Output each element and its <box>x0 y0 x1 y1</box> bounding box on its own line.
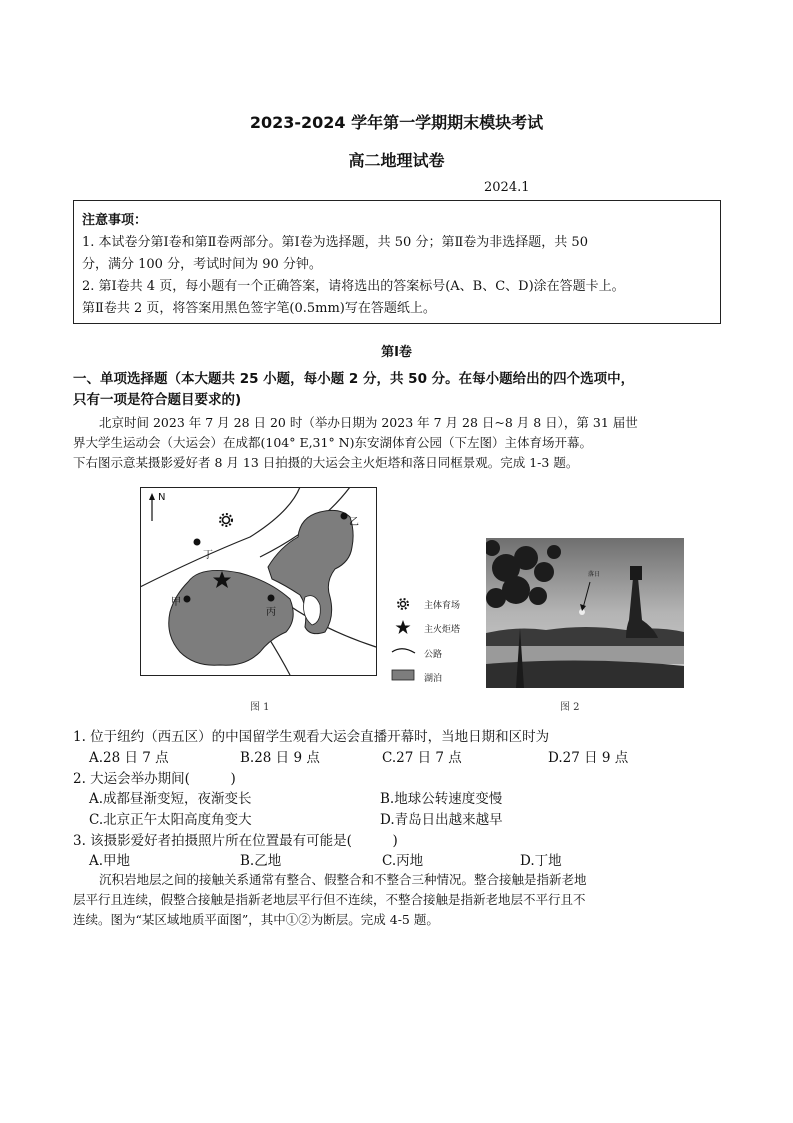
volume-title: 第Ⅰ卷 <box>381 345 412 360</box>
question-1-option-c: C.27 日 7 点 <box>382 750 462 766</box>
notice-item2-line1: 2. 第Ⅰ卷共 4 页，每小题有一个正确答案，请将选出的答案标号(A、B、C、D)涂在答题卡上。 <box>82 279 625 294</box>
question-3-option-d: D.丁地 <box>520 853 562 869</box>
question-2-option-c: C.北京正午太阳高度角变大 <box>89 812 252 828</box>
question-1-option-a: A.28 日 7 点 <box>89 750 169 766</box>
map-label-jia: 甲 <box>171 597 181 608</box>
question-2-option-d: D.青岛日出越来越早 <box>380 812 503 828</box>
part-heading-line2: 只有一项是符合题目要求的) <box>73 392 242 408</box>
exam-subtitle: 高二地理试卷 <box>348 151 445 170</box>
map-label-ding: 丁 <box>203 550 213 561</box>
point-ding <box>194 539 201 546</box>
map-label-bing: 丙 <box>266 607 276 618</box>
point-yi <box>341 513 348 520</box>
legend-stadium-icon <box>398 599 408 609</box>
map-label-yi: 乙 <box>349 517 359 528</box>
notice-item1-line1: 1. 本试卷分第Ⅰ卷和第Ⅱ卷两部分。第Ⅰ卷为选择题，共 50 分；第Ⅱ卷为非选择题，共 50 <box>82 235 588 250</box>
point-bing <box>268 595 275 602</box>
question-3-option-a: A.甲地 <box>89 853 131 869</box>
legend-lake-label: 湖泊 <box>424 674 443 684</box>
photo-ground <box>486 660 684 688</box>
part-heading-line1: 一、单项选择题（本大题共 25 小题，每小题 2 分，共 50 分。在每小题给出的四个选项中， <box>73 371 635 387</box>
passage-1 <box>73 413 733 473</box>
passage-2 <box>73 870 733 930</box>
notice-item2-line2: 第Ⅱ卷共 2 页，将答案用黑色签字笔(0.5mm)写在答题纸上。 <box>82 301 436 316</box>
question-2-option-a: A.成都昼渐变短，夜渐变长 <box>89 791 252 807</box>
question-3-stem: 3. 该摄影爱好者拍摄照片所在位置最有可能是( ) <box>73 833 398 849</box>
exam-title: 2023-2024 学年第一学期期末模块考试 <box>249 113 544 132</box>
photo-sunset-label: 落日 <box>588 571 601 578</box>
notice-item1-line2: 分，满分 100 分，考试时间为 90 分钟。 <box>82 257 322 272</box>
legend-road-label: 公路 <box>424 650 443 660</box>
passage-1-line1: 北京时间 2023 年 7 月 28 日 20 时（举办日期为 2023 年 7 月 28 日~8 月 8 日），第 31 届世 <box>99 415 638 430</box>
question-2-stem: 2. 大运会举办期间( ) <box>73 771 236 787</box>
question-3-option-b: B.乙地 <box>240 853 282 869</box>
passage-1-line3: 下右图示意某摄影爱好者 8 月 13 日拍摄的大运会主火炬塔和落日同框景观。完成 1-3 题。 <box>73 455 579 470</box>
question-2-option-b: B.地球公转速度变慢 <box>380 791 503 807</box>
passage-1-line2: 界大学生运动会（大运会）在成都(104° E,31° N)东安湖体育公园（下左图）主体育场开幕。 <box>73 435 593 450</box>
legend-road-icon <box>392 649 415 653</box>
figure-2-photo <box>486 538 684 688</box>
question-1-option-b: B.28 日 9 点 <box>240 750 320 766</box>
legend-torch-label: 主火炬塔 <box>424 625 461 635</box>
figure-2-caption: 图 2 <box>560 702 580 713</box>
part-heading <box>73 369 733 411</box>
passage-2-line2: 层平行且连续，假整合接触是指新老地层平行但不连续，不整合接触是指新老地层不平行且不 <box>73 892 586 907</box>
question-3-option-c: C.丙地 <box>382 853 424 869</box>
question-1-stem: 1. 位于纽约（西五区）的中国留学生观看大运会直播开幕时，当地日期和区时为 <box>73 729 550 745</box>
legend-lake-icon <box>392 670 414 680</box>
point-jia <box>184 596 191 603</box>
map-north-label: N <box>158 492 166 503</box>
passage-2-line1: 沉积岩地层之间的接触关系通常有整合、假整合和不整合三种情况。整合接触是指新老地 <box>99 872 587 887</box>
photo-torch-top <box>630 566 642 580</box>
question-1-option-d: D.27 日 9 点 <box>548 750 629 766</box>
notice-heading: 注意事项： <box>82 213 148 228</box>
exam-date: 2024.1 <box>484 180 530 195</box>
legend-stadium-label: 主体育场 <box>424 601 461 611</box>
legend-torch-icon <box>396 620 411 634</box>
figure-1-caption: 图 1 <box>250 702 270 713</box>
notice-box <box>73 200 721 324</box>
passage-2-line3: 连续。图为“某区域地质平面图”，其中①②为断层。完成 4-5 题。 <box>73 912 439 927</box>
